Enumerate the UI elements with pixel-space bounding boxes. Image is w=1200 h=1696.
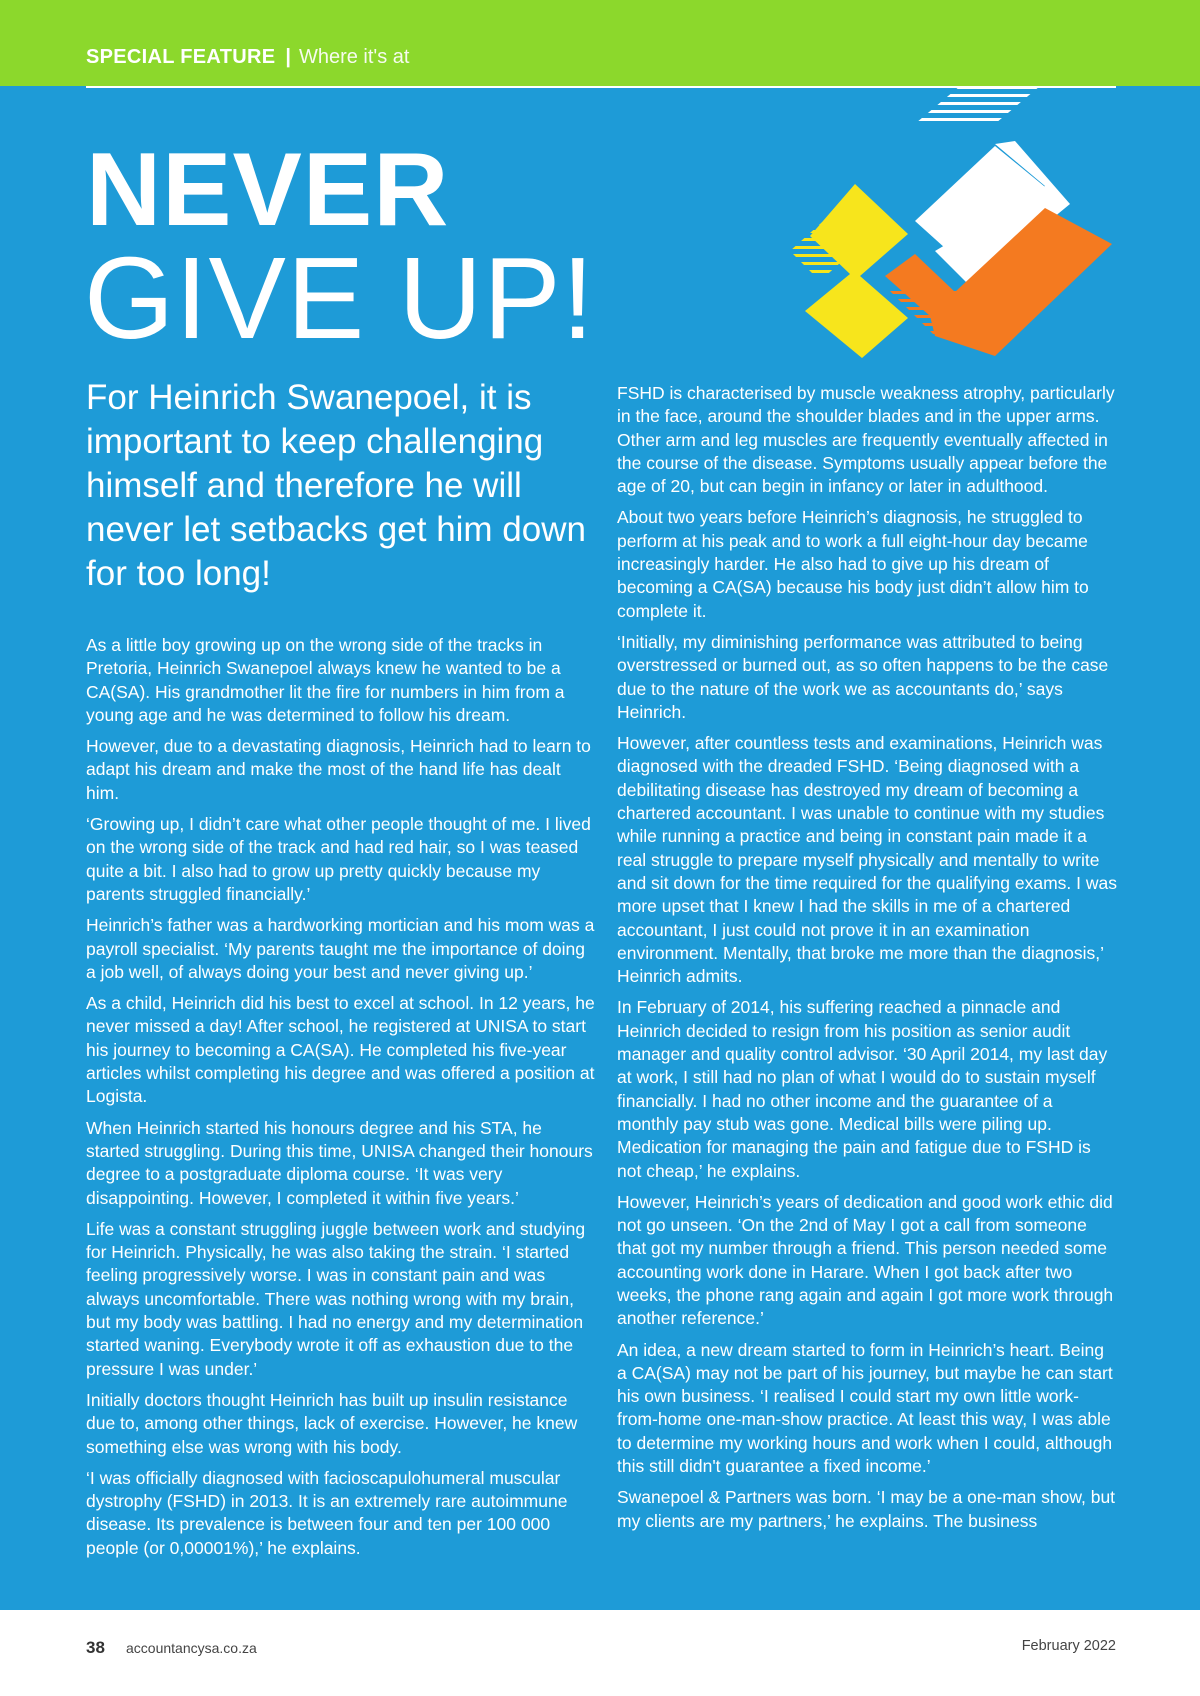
page-number: 38	[86, 1638, 105, 1657]
section-separator: |	[285, 46, 291, 68]
paragraph: Life was a constant struggling juggle between work and studying for Heinrich. Physically, he was also taking the strain. ‘I started feeling progressively worse. I was in constant pain and was always uncomfortable. There was nothing wrong with my brain, but my body was battling. I had no energy and my determination started waning. Everybody wrote it off as exhaustion due to the pressure I was under.’	[86, 1218, 586, 1379]
white-stripes	[900, 86, 1060, 121]
subsection-label: Where it's at	[298, 46, 410, 68]
paragraph: ‘Growing up, I didn’t care what other people thought of me. I lived on the wrong side of the track and had red hair, so I was teased quite a bit. I also had to grow up pretty quickly because my parents struggled financially.’	[86, 814, 591, 904]
intro-standfirst: For Heinrich Swanepoel, it is important to keep challenging himself and therefore he will never let setbacks get him down for too long!	[86, 378, 586, 593]
paragraph: As a child, Heinrich did his best to excel at school. In 12 years, he never missed a day! After school, he registered at UNISA to start his journey to becoming a CA(SA). He completed his five-year articles whilst completing his degree and was offered a position at Logista.	[86, 993, 595, 1107]
top-bar	[0, 0, 1200, 86]
issue-date: February 2022	[1021, 1638, 1116, 1654]
headline-line-1: NEVER	[86, 132, 450, 248]
headline-line-2: GIVE UP!	[84, 233, 595, 363]
paragraph: Swanepoel & Partners was born. ‘I may be a one-man show, but my clients are my partners,’ he explains. The business	[617, 1487, 1116, 1531]
body-column-left	[86, 634, 596, 1568]
paragraph: About two years before Heinrich’s diagnosis, he struggled to perform at his peak and to work a full eight-hour day became increasingly harder. He also had to give up his dream of becoming a CA(SA) because his body just didn’t allow him to complete it.	[617, 507, 1089, 621]
paragraph: However, after countless tests and examinations, Heinrich was diagnosed with the dreaded FSHD. ‘Being diagnosed with a debilitating disease has destroyed my dream of becoming a chartered accountant. I was unable to continue with my studies while running a practice and being in constant pain made it a real struggle to prepare myself physically and mentally to write and sit down for the time required for the qualifying exams. I was more upset that I knew I had the skills in me of a chartered accountant, I just could not prove it in an examination environment. Mentally, that broke me more than the diagnosis,’ Heinrich admits.	[617, 733, 1117, 987]
paragraph: ‘I was officially diagnosed with facioscapulohumeral muscular dystrophy (FSHD) in 2013. It is an extremely rare autoimmune disease. Its prevalence is between four and ten per 100 000 people (or 0,00001%),’ he explains.	[86, 1467, 568, 1558]
body-column-right	[617, 382, 1117, 1541]
website-label: accountancysa.co.za	[126, 1640, 257, 1656]
paragraph: An idea, a new dream started to form in Heinrich’s heart. Being a CA(SA) may not be part of his journey, but maybe he can start his own business. ‘I realised I could start my own little work-from-home one-man-show practice. At least this way, I was able to determine my working hours and work when I could, although this still didn't guarantee a fixed income.’	[617, 1339, 1113, 1477]
paragraph: Heinrich’s father was a hardworking mortician and his mom was a payroll specialist. ‘My parents taught me the importance of doing a job well, of always doing your best and never giving up.’	[86, 915, 595, 982]
paragraph: In February of 2014, his suffering reached a pinnacle and Heinrich decided to resign from his position as senior audit manager and quality control advisor. ‘30 April 2014, my last day at work, I still had no plan of what I would do to sustain myself financially. I had no other income and the guarantee of a monthly pay stub was gone. Medical bills were piling up. Medication for managing the pain and fatigue due to FSHD is not cheap,’ he explains.	[617, 997, 1108, 1181]
paragraph: Initially doctors thought Heinrich has built up insulin resistance due to, among other things, lack of exercise. However, he knew something else was wrong with his body.	[86, 1389, 578, 1457]
paragraph: However, due to a devastating diagnosis, Heinrich had to learn to adapt his dream and make the most of the hand life has dealt him.	[86, 736, 591, 803]
paragraph: However, Heinrich’s years of dedication and good work ethic did not go unseen. ‘On the 2nd of May I got a call from someone that got my number through a friend. This person needed some accounting work done in Harare. When I got back after two weeks, the phone rang again and again I got more work through another reference.’	[617, 1191, 1114, 1329]
paragraph: FSHD is characterised by muscle weakness atrophy, particularly in the face, around the shoulder blades and in the upper arms. Other arm and leg muscles are frequently eventually affected in the course of the disease. Symptoms usually appear before the age of 20, but can begin in infancy or later in adulthood.	[617, 383, 1115, 497]
paragraph: When Heinrich started his honours degree and his STA, he started struggling. During this time, UNISA changed their honours degree to a postgraduate diploma course. ‘It was very disappointing. However, I completed it within five years.’	[86, 1117, 593, 1208]
paragraph: As a little boy growing up on the wrong side of the tracks in Pretoria, Heinrich Swanepoel always knew he wanted to be a CA(SA). His grandmother lit the fire for numbers in him from a young age and he was determined to follow his dream.	[86, 635, 565, 725]
paragraph: ‘Initially, my diminishing performance was attributed to being overstressed or burned out, as so often happens to be the case due to the nature of the work we as accountants do,’ says Heinrich.	[617, 631, 1109, 722]
decorative-chevron-graphic	[790, 86, 1120, 376]
section-header	[86, 46, 409, 69]
section-label: SPECIAL FEATURE	[86, 46, 276, 68]
page-footer	[0, 1610, 1200, 1696]
